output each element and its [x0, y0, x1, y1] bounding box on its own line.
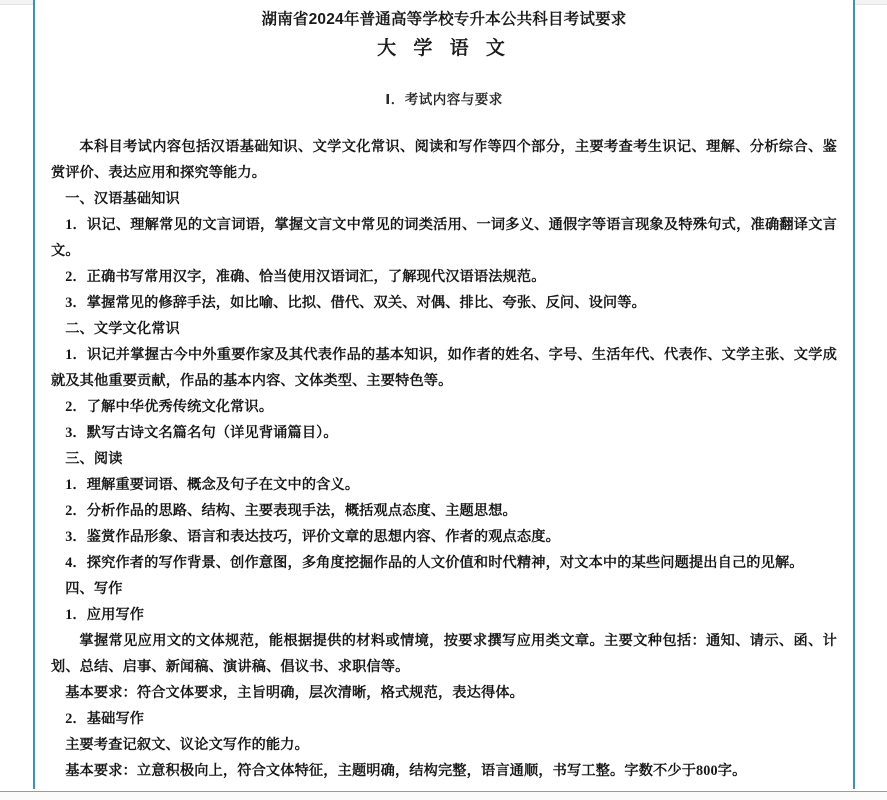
part-2-item-1: 1．识记并掌握古今中外重要作家及其代表作品的基本知识，如作者的姓名、字号、生活年代、代表作、文学主张、文学成就及其他重要贡献，作品的基本内容、文体类型、主要特色等。 [51, 347, 837, 389]
part-3-item-2: 2．分析作品的思路、结构、主要表现手法，概括观点态度、主题思想。 [65, 503, 517, 519]
part-4-sub-requirement-1: 基本要求：符合文体要求，主旨明确，层次清晰，格式规范，表达得体。 [65, 685, 524, 701]
part-4-sub-requirement-2: 基本要求：立意积极向上，符合文体特征，主题明确，结构完整，语言通顺，书写工整。字数不少于800字。 [65, 763, 747, 779]
part-heading-2: 二、文学文化常识 [65, 321, 180, 337]
section-heading-exam-content: Ⅰ．考试内容与要求 [385, 92, 503, 107]
part-heading-1: 一、汉语基础知识 [65, 191, 180, 207]
document-title: 湖南省2024年普通高等学校专升本公共科目考试要求 [261, 11, 627, 28]
part-2-item-2: 2．了解中华优秀传统文化常识。 [65, 399, 274, 415]
part-4-sub-body-1: 掌握常见应用文的文体规范，能根据提供的材料或情境，按要求撰写应用类文章。主要文种包括：通知、请示、函、计划、总结、启事、新闻稿、演讲稿、倡议书、求职信等。 [51, 633, 837, 675]
part-4-sub-body-2: 主要考查记叙文、议论文写作的能力。 [65, 737, 309, 753]
part-1-item-3: 3．掌握常见的修辞手法，如比喻、比拟、借代、双关、对偶、排比、夸张、反问、设问等。 [65, 295, 646, 311]
part-4-sub-heading-1: 1．应用写作 [65, 607, 145, 623]
part-1-item-1: 1．识记、理解常见的文言词语，掌握文言文中常见的词类活用、一词多义、通假字等语言现象及特殊句式，准确翻译文言文。 [51, 217, 837, 259]
document-content [51, 110, 837, 784]
part-heading-4: 四、写作 [65, 581, 123, 597]
footer-area [0, 792, 887, 800]
part-1-item-2: 2．正确书写常用汉字，准确、恰当使用汉语词汇，了解现代汉语语法规范。 [65, 269, 546, 285]
part-3-item-1: 1．理解重要词语、概念及句子在文中的含义。 [65, 477, 360, 493]
intro-paragraph: 本科目考试内容包括汉语基础知识、文学文化常识、阅读和写作等四个部分，主要考查考生识记、理解、分析综合、鉴赏评价、表达应用和探究等能力。 [51, 139, 837, 181]
right-vertical-rule [853, 0, 855, 789]
document-body [35, 0, 853, 789]
document-subtitle: 大 学 语 文 [377, 38, 511, 59]
part-heading-3: 三、阅读 [65, 451, 123, 467]
part-3-item-3: 3．鉴赏作品形象、语言和表达技巧，评价文章的思想内容、作者的观点态度。 [65, 529, 560, 545]
part-4-sub-heading-2: 2．基础写作 [65, 711, 145, 727]
part-2-item-3: 3．默写古诗文名篇名句（详见背诵篇目）。 [65, 425, 338, 441]
part-3-item-4: 4．探究作者的写作背景、创作意图，多角度挖掘作品的人文价值和时代精神，对文本中的某些问题提出自己的见解。 [65, 555, 804, 571]
